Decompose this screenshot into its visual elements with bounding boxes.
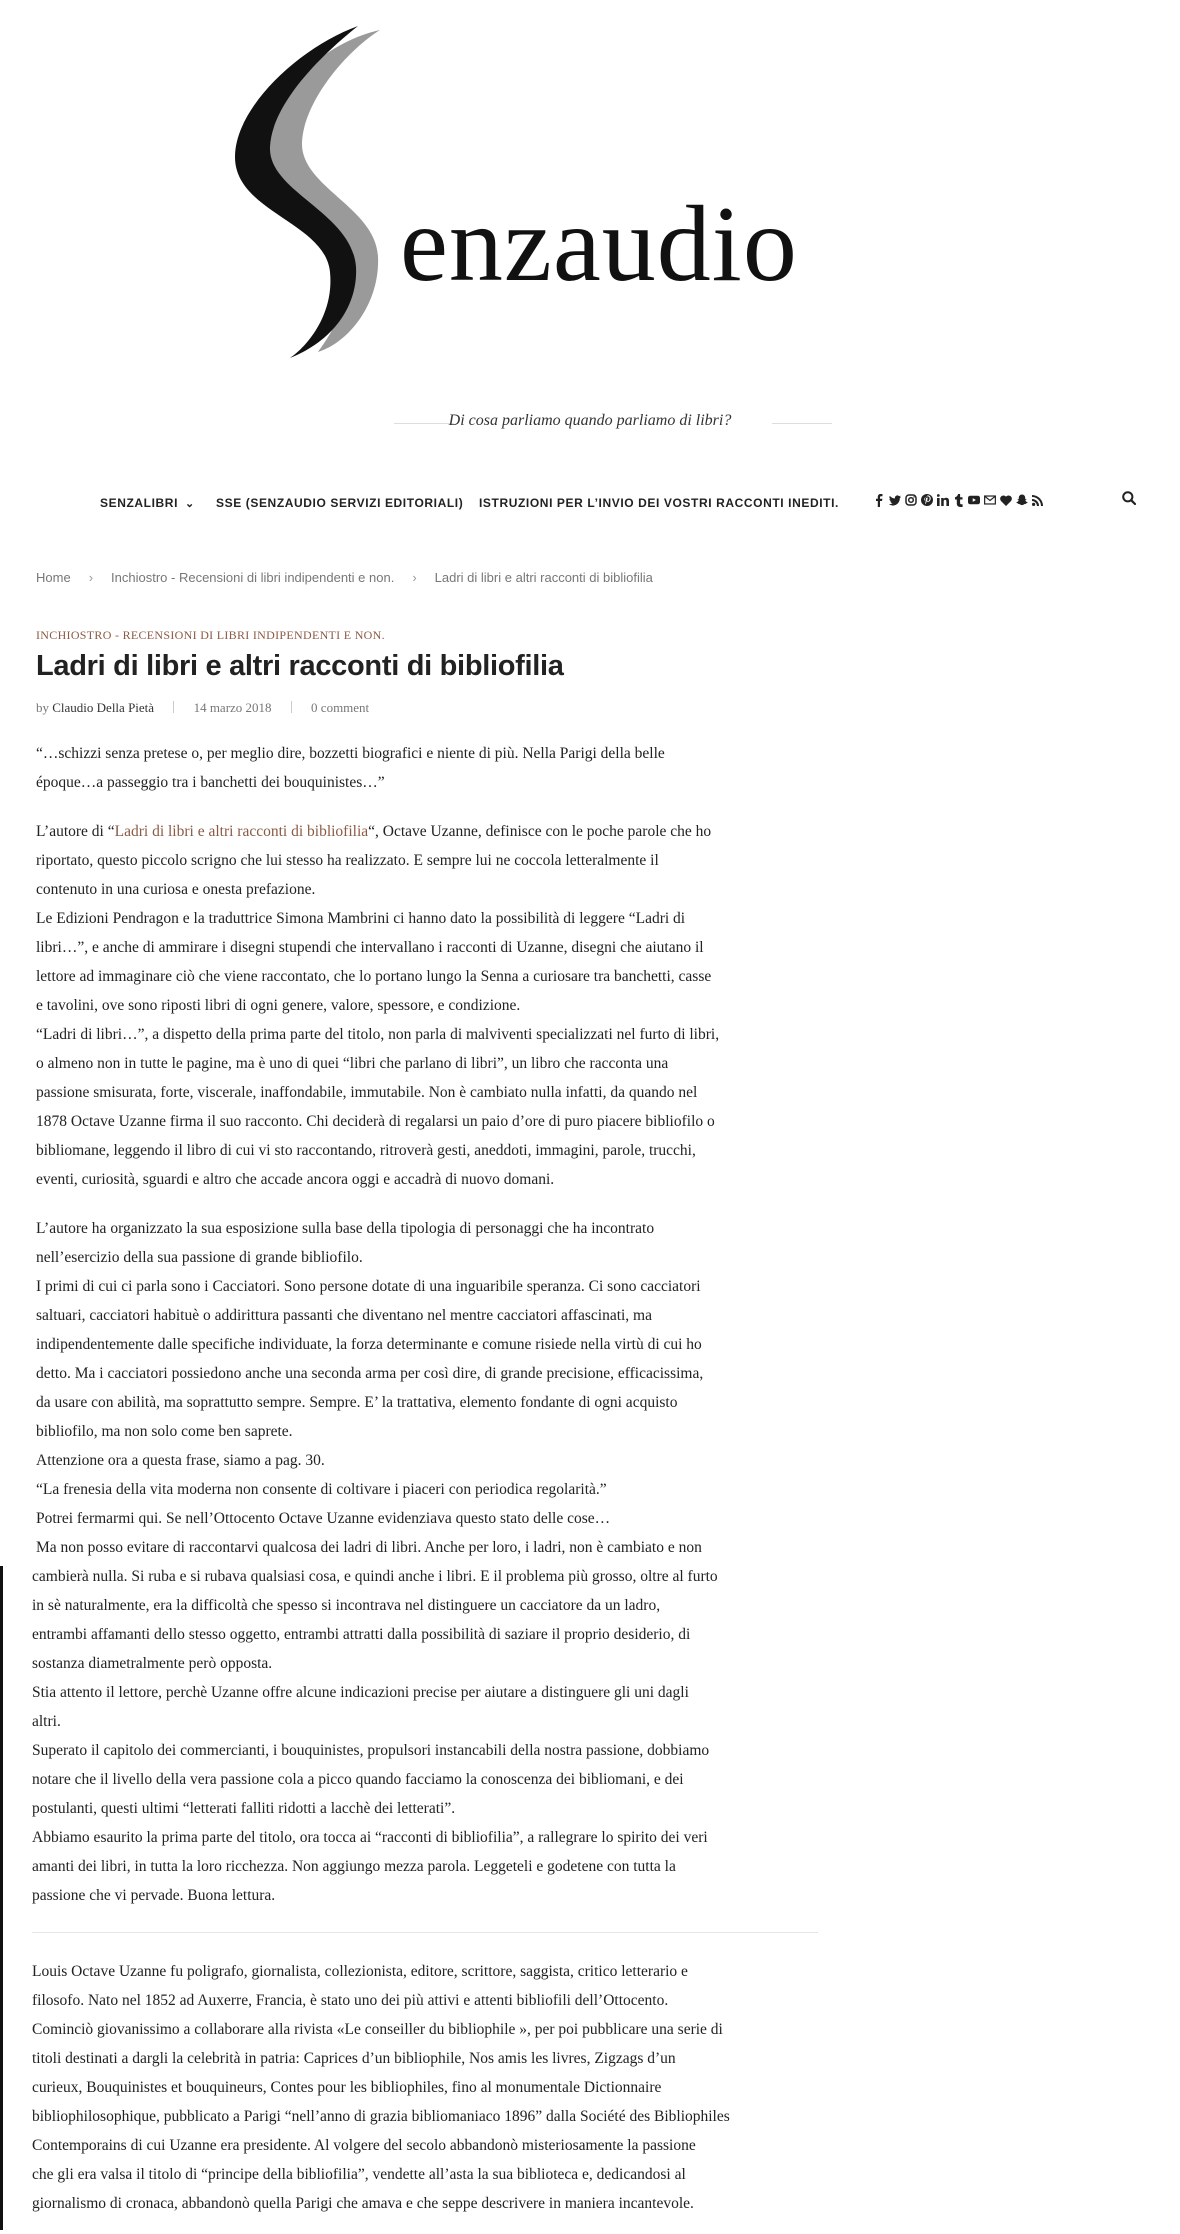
bio-line: curieux, Bouquinistes et bouquineurs, Contes pour les bibliophiles, fino al monumentale Dictionnaire [32, 2079, 662, 2096]
body-line: “…schizzi senza pretese o, per meglio dire, bozzetti biografici e niente di più. Nella Parigi della belle [36, 745, 665, 762]
body-line: riportato, questo piccolo scrigno che lui stesso ha realizzato. E sempre lui ne coccola letteralmente il [36, 852, 659, 869]
body-line: indipendentemente dalle specifiche individuate, la forza determinante e comune risiede nella virtù di cui ho [36, 1336, 702, 1353]
body-line: eventi, curiosità, sguardi e altro che accade ancora oggi e accadrà di nuovo domani. [36, 1171, 555, 1188]
body-line: Le Edizioni Pendragon e la traduttrice Simona Mambrini ci hanno dato la possibilità di leggere “Ladri di [36, 910, 686, 927]
bio-line: bibliophilosophique, pubblicato a Parigi “nell’anno di grazia bibliomaniaco 1896” dalla Société des Bibliophiles [32, 2108, 730, 2125]
body-line: passione smisurata, forte, viscerale, inaffondabile, immutabile. Non è cambiato nulla infatti, da quando nel [36, 1084, 698, 1101]
body-line: nell’esercizio della sua passione di grande bibliofilo. [36, 1249, 363, 1266]
body-line: amanti dei libri, in tutta la loro ricchezza. Non aggiungo mezza parola. Leggeteli e godetene con tutta la [32, 1858, 676, 1875]
body-line: Ma non posso evitare di raccontarvi qualcosa dei ladri di libri. Anche per loro, i ladri, non è cambiato e non [36, 1539, 702, 1556]
twitter-icon[interactable] [889, 490, 901, 510]
body-line: Stia attento il lettore, perchè Uzanne offre alcune indicazioni precise per aiutare a distinguere gli uni dagli [32, 1684, 689, 1701]
instagram-icon[interactable] [905, 490, 917, 510]
left-edge-bar [0, 1566, 3, 2230]
body-line: L’autore di “Ladri di libri e altri racconti di bibliofilia“, Octave Uzanne, definisce con le poche parole che ho [36, 823, 712, 840]
bio-line: che gli era valsa il titolo di “principe della bibliofilia”, vendette all’asta la sua biblioteca e, dedicandosi al [32, 2166, 686, 2183]
body-line: o almeno non in tutte le pagine, ma è uno di quei “libri che parlano di libri”, un libro che racconta una [36, 1055, 669, 1072]
linkedin-icon[interactable] [937, 490, 949, 510]
nav-item-sse[interactable]: SSE (SENZAUDIO SERVIZI EDITORIALI) [216, 496, 464, 510]
body-line: passione che vi pervade. Buona lettura. [32, 1887, 276, 1904]
body-line: époque…a passeggio tra i banchetti dei bouquinistes…” [36, 774, 385, 791]
logo-wordmark: enzaudio [400, 185, 798, 304]
post-comments[interactable]: 0 comment [311, 700, 370, 715]
breadcrumb-home[interactable]: Home [36, 570, 71, 585]
body-line: postulanti, questi ultimi “letterati falliti ridotti a lacchè dei letterati”. [32, 1800, 456, 1817]
logo-s-mark [235, 26, 358, 358]
body-line: Abbiamo esaurito la prima parte del titolo, ora tocca ai “racconti di bibliofilia”, a rallegrare lo spirito dei veri [32, 1829, 708, 1846]
body-line: “Ladri di libri…”, a dispetto della prima parte del titolo, non parla di malviventi specializzati nel furto di libri, [36, 1026, 720, 1043]
body-line: bibliofilo, ma non solo come ben saprete. [36, 1423, 293, 1440]
post-author[interactable]: Claudio Della Pietà [52, 700, 155, 715]
breadcrumb [36, 570, 653, 585]
pinterest-icon[interactable] [921, 490, 933, 510]
body-line: lettore ad immaginare ciò che viene raccontato, che lo portano lungo la Senna a curiosare tra banchetti, casse [36, 968, 712, 985]
bio-line: Cominciò giovanissimo a collaborare alla rivista «Le conseiller du bibliophile », per poi pubblicare una serie di [32, 2021, 723, 2038]
bio-line: titoli destinati a dargli la celebrità in patria: Caprices d’un bibliophile, Nos amis les livres, Zigzags d’un [32, 2050, 676, 2067]
meta-divider [173, 701, 174, 713]
body-line: Attenzione ora a questa frase, siamo a pag. 30. [36, 1452, 325, 1469]
body-line: detto. Ma i cacciatori possiedono anche una seconda arma per così dire, di grande precisione, efficacissima, [36, 1365, 704, 1382]
email-icon[interactable] [984, 490, 996, 510]
body-line: L’autore ha organizzato la sua esposizione sulla base della tipologia di personaggi che ha incontrato [36, 1220, 655, 1237]
body-line: cambierà nulla. Si ruba e si rubava qualsiasi cosa, e quindi anche i libri. E il problema più grosso, oltre al furto [32, 1568, 718, 1585]
tumblr-icon[interactable] [952, 490, 964, 510]
facebook-icon[interactable] [873, 490, 885, 510]
body-line: libri…”, e anche di ammirare i disegni stupendi che intervallano i racconti di Uzanne, disegni che aiutano il [36, 939, 704, 956]
body-line: Superato il capitolo dei commercianti, i bouquinistes, propulsori instancabili della nostra passione, dobbiamo [32, 1742, 710, 1759]
nav-item-istruzioni[interactable]: ISTRUZIONI PER L’INVIO DEI VOSTRI RACCONTI INEDITI. [479, 496, 839, 510]
body-line: Potrei fermarmi qui. Se nell’Ottocento Octave Uzanne evidenziava questo stato delle cose… [36, 1510, 611, 1527]
breadcrumb-current: Ladri di libri e altri racconti di bibliofilia [434, 570, 653, 585]
site-logo[interactable] [230, 22, 900, 362]
body-line: I primi di cui ci parla sono i Cacciatori. Sono persone dotate di una inguaribile speranza. Ci sono cacciatori [36, 1278, 701, 1295]
body-line: entrambi affamanti dello stesso oggetto, entrambi attratti dalla possibilità di saziare il proprio desiderio, di [32, 1626, 691, 1643]
site-tagline: Di cosa parliamo quando parliamo di libri? [448, 412, 732, 429]
post-meta [36, 700, 369, 716]
nav-item-senzalibri[interactable]: SENZALIBRI ⌄ [100, 496, 195, 510]
breadcrumb-separator: › [88, 570, 94, 585]
body-line: notare che il livello della vera passione cola a picco quando facciamo la conoscenza dei bibliomani, e dei [32, 1771, 684, 1788]
youtube-icon[interactable] [968, 490, 980, 510]
body-line: 1878 Octave Uzanne firma il suo racconto. Chi deciderà di regalarsi un paio d’ore di puro piacere bibliofilo o [36, 1113, 715, 1130]
breadcrumb-category[interactable]: Inchiostro - Recensioni di libri indipendenti e non. [111, 570, 395, 585]
bio-line: Louis Octave Uzanne fu poligrafo, giornalista, collezionista, editore, scrittore, saggista, critico letterario e [32, 1963, 688, 1980]
rss-icon[interactable] [1032, 490, 1044, 510]
body-line: “La frenesia della vita moderna non consente di coltivare i piaceri con periodica regolarità.” [36, 1481, 607, 1498]
snapchat-icon[interactable] [1016, 490, 1028, 510]
body-line: e tavolini, ove sono riposti libri di ogni genere, valore, spessore, e condizione. [36, 997, 521, 1014]
bio-line: giornalismo di cronaca, abbandonò quella Parigi che amava e che seppe descrivere in maniera incantevole. [32, 2195, 694, 2212]
book-title-link[interactable]: Ladri di libri e altri racconti di bibliofilia [114, 823, 369, 840]
post-date: 14 marzo 2018 [193, 700, 272, 715]
post-category[interactable]: INCHIOSTRO - RECENSIONI DI LIBRI INDIPENDENTI E NON. [36, 628, 385, 642]
section-divider [32, 1932, 818, 1933]
breadcrumb-separator: › [412, 570, 417, 585]
bio-line: Contemporains di cui Uzanne era presidente. Al volgere del secolo abbandonò misteriosamente la passione [32, 2137, 696, 2154]
meta-by: by [36, 700, 49, 715]
body-line: bibliomane, leggendo il libro di cui vi sto raccontando, ritroverà gesti, aneddoti, immagini, parole, trucchi, [36, 1142, 696, 1159]
meta-divider [291, 701, 292, 713]
bio-line: filosofo. Nato nel 1852 ad Auxerre, Francia, è stato uno dei più attivi e attenti bibliofili dell’Ottocento. [32, 1992, 669, 2009]
body-line: contenuto in una curiosa e onesta prefazione. [36, 881, 316, 898]
main-nav [0, 486, 1180, 522]
chevron-down-icon: ⌄ [184, 498, 195, 510]
body-line: altri. [32, 1713, 61, 1730]
body-line: sostanza diametralmente però opposta. [32, 1655, 273, 1672]
heart-icon[interactable] [1000, 490, 1012, 510]
body-line: saltuari, cacciatori habituè o addirittura passanti che diventano nel mentre cacciatori affascinati, ma [36, 1307, 652, 1324]
tagline-row [0, 412, 1180, 436]
tagline-rule-right [772, 423, 832, 424]
body-line: da usare con abilità, ma soprattutto sempre. Sempre. E’ la trattativa, elemento fondante di ogni acquisto [36, 1394, 678, 1411]
social-icons [873, 490, 1048, 510]
post-title: Ladri di libri e altri racconti di bibliofilia [36, 650, 564, 682]
search-icon[interactable] [1122, 491, 1136, 510]
body-line: in sè naturalmente, era la difficoltà che spesso si incontrava nel distinguere un cacciatore da un ladro, [32, 1597, 661, 1614]
